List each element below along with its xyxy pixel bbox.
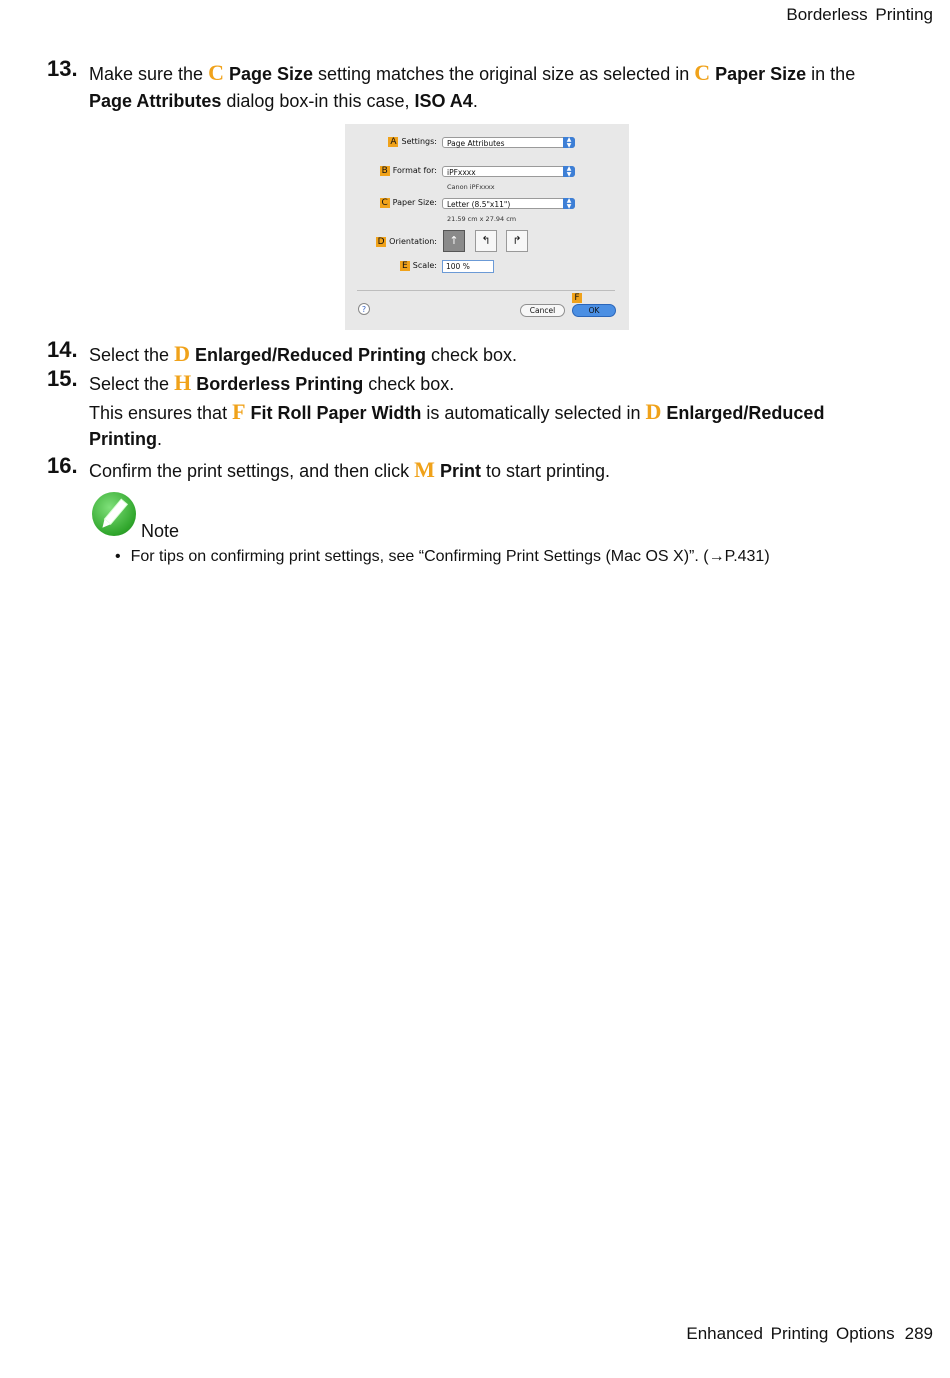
help-button[interactable]: ? (358, 303, 370, 315)
footer-section: Enhanced Printing Options (686, 1324, 895, 1343)
callout-letter: D (174, 341, 190, 366)
format-for-subtitle: Canon iPFxxxx (447, 183, 495, 191)
step-13-line-2: Page Attributes dialog box-in this case, ISO A4. (89, 91, 478, 111)
dialog-divider (357, 290, 615, 291)
page-attributes-dialog-screenshot (345, 124, 629, 330)
callout-letter: M (414, 457, 435, 482)
callout-tag: D (377, 237, 385, 247)
note-label: Note (141, 521, 180, 541)
bullet-dot: • (115, 548, 121, 565)
paper-size-label: C Paper Size: (381, 198, 437, 208)
callout-letter: H (174, 370, 192, 395)
cancel-button[interactable]: Cancel (520, 304, 565, 317)
popup-arrows-icon: ▲ ▼ (563, 166, 575, 177)
callout-letter: F (232, 399, 246, 424)
callout-letter: D (645, 399, 662, 424)
step-15-line-2: This ensures that F Fit Roll Paper Width is automatically selected in D Enlarged/Reduced (89, 399, 825, 424)
settings-popup[interactable]: Page Attributes ▲ ▼ (442, 137, 575, 148)
step-text: Confirm the print settings, and then click M Print to start printing. (89, 457, 611, 482)
format-for-popup[interactable]: iPFxxxx ▲ ▼ (442, 166, 575, 177)
callout-letter: C (694, 60, 711, 85)
scale-label: E Scale: (385, 261, 437, 271)
step-number: 14. (47, 337, 78, 362)
landscape-right-orientation-icon[interactable]: ↱ (506, 230, 528, 252)
step-text: Select the D Enlarged/Reduced Printing check box. (89, 341, 518, 366)
running-header: Borderless Printing (786, 5, 933, 24)
step-number: 13. (47, 56, 78, 81)
popup-arrows-icon: ▲ ▼ (563, 198, 575, 209)
callout-tag: C (381, 198, 388, 208)
callout-tag: E (400, 261, 410, 271)
popup-arrows-icon: ▲ ▼ (563, 137, 575, 148)
callout-tag: A (390, 137, 397, 147)
paper-size-dimensions: 21.59 cm x 27.94 cm (447, 215, 517, 223)
landscape-left-orientation-icon[interactable]: ↰ (475, 230, 497, 252)
scale-input[interactable]: 100 % (442, 260, 494, 273)
step-15-line-3: Printing. (89, 429, 163, 449)
step-number: 15. (47, 366, 78, 391)
format-for-label: B Format for: (381, 166, 437, 176)
callout-letter: C (208, 60, 224, 85)
note-pencil-icon (92, 492, 136, 536)
note-bullet-text[interactable]: For tips on confirming print settings, see “Confirming Print Settings (Mac OS X)”. (→P.431) (130, 548, 770, 565)
portrait-orientation-icon[interactable]: ↑ (443, 230, 465, 252)
page-number: 289 (904, 1324, 933, 1343)
settings-label: A Settings: (390, 137, 437, 147)
callout-tag: F (572, 293, 582, 303)
callout-tag: B (381, 166, 388, 176)
step-text: Select the H Borderless Printing check box. (89, 370, 455, 395)
running-footer (686, 1324, 933, 1344)
step-number: 16. (47, 453, 78, 478)
step-text: Make sure the C Page Size setting matches the original size as selected in C Paper Size in the (89, 60, 856, 85)
note-bullet (115, 548, 770, 566)
paper-size-popup[interactable]: Letter (8.5"x11") ▲ ▼ (442, 198, 575, 209)
ok-button[interactable]: OK (572, 304, 616, 317)
orientation-label: D Orientation: (377, 237, 437, 247)
